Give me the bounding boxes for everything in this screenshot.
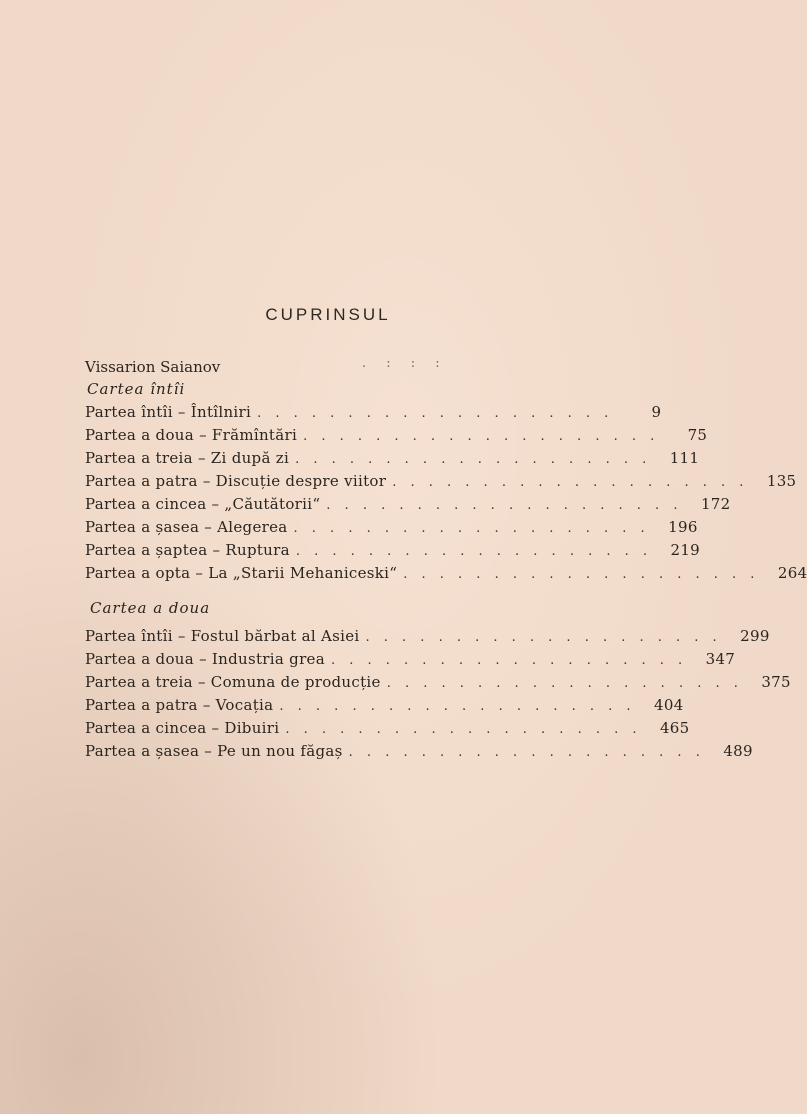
leader-dots: . . . . . . . . . . . . . . . . . . . .	[279, 699, 636, 714]
entry-page: 219	[670, 541, 701, 559]
entry-page: 172	[700, 495, 731, 513]
entry-page: 75	[687, 426, 708, 444]
entry-label: Partea întîi – Întîlniri	[85, 403, 252, 421]
leader-dots: . . . . . . . . . . . . . . . . . . . .	[293, 521, 650, 536]
toc-entry	[85, 518, 698, 540]
leader-dots: . . . . . . . . . . . . . . . . . . . .	[285, 722, 642, 737]
entry-page: 135	[766, 472, 797, 490]
entry-label: Partea a șaptea – Ruptura	[85, 541, 290, 559]
leader-dots: . . . . . . . . . . . . . . . . . . . .	[295, 452, 652, 467]
entry-label: Partea a cincea – „Căutătorii“	[85, 495, 321, 513]
entry-page: 404	[654, 696, 684, 714]
toc-entry	[85, 449, 700, 471]
entry-label: Partea a treia – Comuna de producție	[85, 673, 381, 691]
entry-page: 196	[668, 518, 698, 536]
leader-dots: . . . . . . . . . . . . . . . . . . . .	[386, 676, 743, 691]
entry-page: 489	[723, 742, 753, 760]
toc-entry	[85, 403, 662, 425]
entry-label: Partea a patra – Discuție despre viitor	[85, 472, 387, 490]
entry-label: Partea a șasea – Pe un nou făgaș	[85, 742, 343, 760]
entry-label: Partea a opta – La „Starii Mehaniceski“	[85, 564, 398, 582]
leader-dots: . . . . . . . . . . . . . . . . . . . .	[330, 653, 688, 668]
entry-page: 299	[740, 627, 770, 645]
book-two-heading: Cartea a doua	[90, 599, 211, 617]
toc-entry	[85, 495, 731, 517]
leader-dots: . . . . . . . . . . . . . . . . . . . .	[295, 544, 653, 559]
toc-entry	[85, 564, 807, 586]
book-one-heading: Cartea întîi	[87, 380, 186, 398]
entry-page: 111	[669, 449, 700, 467]
intro-dots: . : : :	[362, 356, 448, 371]
entry-label: Partea a doua – Frămîntări	[85, 426, 298, 444]
entry-label: Partea a șasea – Alegerea	[85, 518, 288, 536]
entry-label: Partea a doua – Industria grea	[85, 650, 325, 668]
leader-dots: . . . . . . . . . . . . . . . . . . . .	[257, 406, 614, 421]
toc-entry	[85, 673, 791, 695]
intro-author: Vissarion Saianov	[85, 358, 221, 376]
entry-page: 264	[777, 564, 807, 582]
toc-entry	[85, 719, 690, 741]
entry-label: Partea întîi – Fostul bărbat al Asiei	[85, 627, 360, 645]
entry-label: Partea a patra – Vocația	[85, 696, 274, 714]
entry-page: 465	[659, 719, 690, 737]
toc-entry	[85, 650, 736, 672]
toc-entry	[85, 472, 797, 494]
toc-entry	[85, 541, 701, 563]
page-title: CUPRINSUL	[265, 305, 391, 324]
toc-entry	[85, 742, 753, 764]
toc-entry	[85, 426, 708, 448]
leader-dots: . . . . . . . . . . . . . . . . . . . .	[392, 475, 749, 490]
entry-page: 347	[705, 650, 736, 668]
leader-dots: . . . . . . . . . . . . . . . . . . . .	[403, 567, 760, 582]
toc-entry	[85, 696, 684, 718]
toc-entry	[85, 627, 770, 649]
leader-dots: . . . . . . . . . . . . . . . . . . . .	[365, 630, 722, 645]
entry-label: Partea a treia – Zi după zi	[85, 449, 290, 467]
leader-dots: . . . . . . . . . . . . . . . . . . . .	[348, 745, 705, 760]
entry-page: 375	[761, 673, 791, 691]
leader-dots: . . . . . . . . . . . . . . . . . . . .	[326, 498, 683, 513]
entry-page: 9	[651, 403, 662, 421]
entry-label: Partea a cincea – Dibuiri	[85, 719, 280, 737]
leader-dots: . . . . . . . . . . . . . . . . . . . .	[303, 429, 660, 444]
